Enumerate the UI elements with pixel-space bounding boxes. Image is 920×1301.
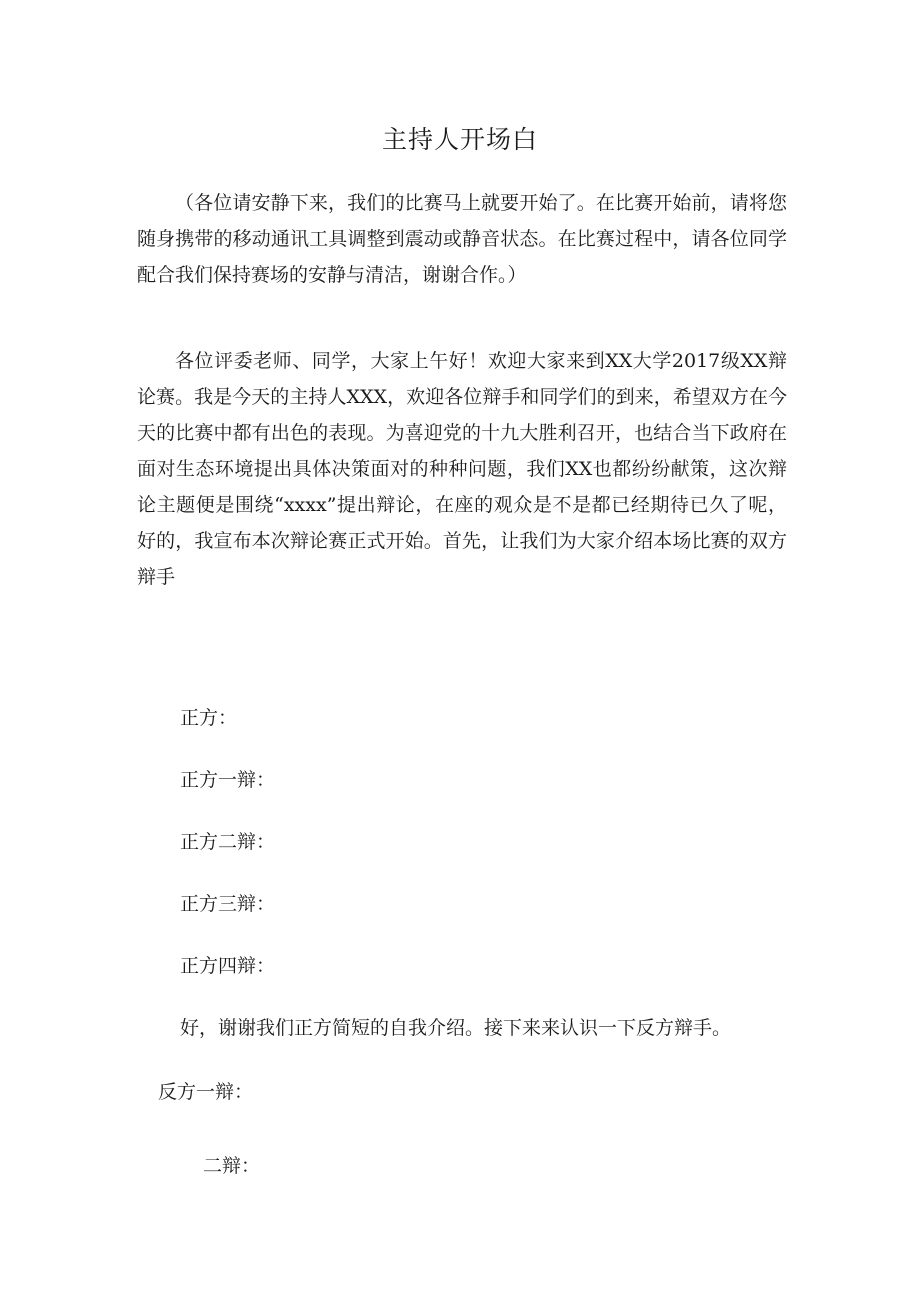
negative-first-speaker-label: 反方一辩： <box>158 1081 254 1103</box>
affirmative-first-speaker-label: 正方一辩： <box>180 769 276 791</box>
affirmative-third-speaker-label: 正方三辩： <box>180 893 276 915</box>
affirmative-fourth-speaker-label: 正方四辩： <box>180 955 276 977</box>
affirmative-second-speaker-label: 正方二辩： <box>180 831 276 853</box>
document-title: 主持人开场白 <box>381 125 538 154</box>
negative-second-speaker-label: 二辩： <box>203 1155 261 1177</box>
affirmative-team-label: 正方： <box>180 707 238 729</box>
intro-paragraph: （各位请安静下来，我们的比赛马上就要开始了。在比赛开始前，请将您随身携带的移动通讯工具调整到震动或静音状态。在比赛过程中，请各位同学配合我们保持赛场的安静与清洁，谢谢合作。） <box>137 192 787 286</box>
transition-sentence: 好，谢谢我们正方简短的自我介绍。接下来来认识一下反方辩手。 <box>180 1017 732 1039</box>
welcome-paragraph: 各位评委老师、同学，大家上午好！欢迎大家来到XX大学2017级XX辩论赛。我是今天的主持人XXX，欢迎各位辩手和同学们的到来，希望双方在今天的比赛中都有出色的表现。为喜迎党的十九大胜利召开，也结合当下政府在面对生态环境提出具体决策面对的种种问题，我们XX也都纷纷献策，这次辩论主题便是围绕“xxxx”提出辩论，在座的观众是不是都已经期待已久了呢，好的，我宣布本次辩论赛正式开始。首先，让我们为大家介绍本场比赛的双方辩手 <box>137 350 787 588</box>
